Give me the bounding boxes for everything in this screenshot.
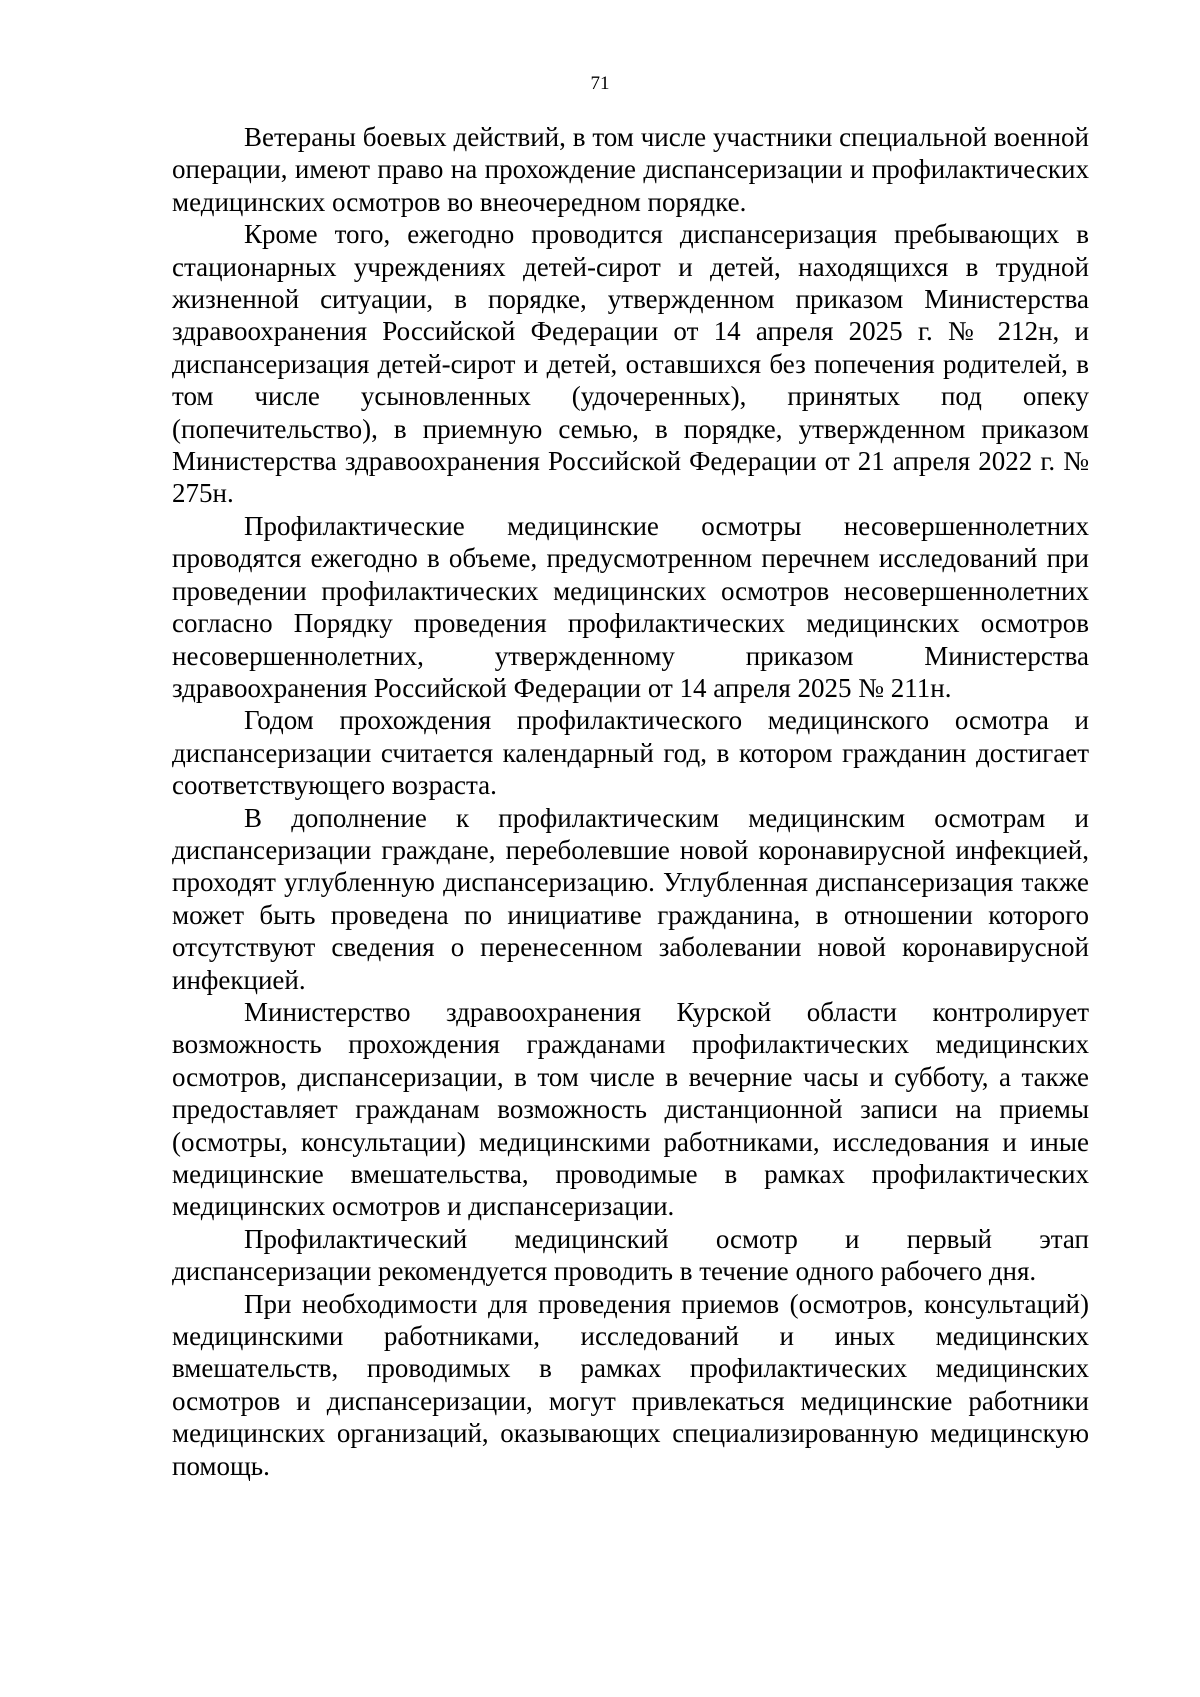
paragraph-orphans-dispensarization: Кроме того, ежегодно проводится диспансеризация пребывающих в стационарных учреждениях детей-сирот и детей, находящихся в трудной жизненной ситуации, в порядке, утвержденном приказом Министерства здравоохранения Российской Федерации от 14 апреля 2025 г. № 212н, и диспансеризация детей-сирот и детей, оставшихся без попечения родителей, в том числе усыновленных (удочеренных), принятых под опеку (попечительство), в приемную семью, в порядке, утвержденном приказом Министерства здравоохранения Российской Федерации от 21 апреля 2022 г. № 275н. [172, 219, 1089, 509]
paragraph-one-day: Профилактический медицинский осмотр и первый этап диспансеризации рекомендуется проводить в течение одного рабочего дня. [172, 1223, 1089, 1287]
page-number: 71 [590, 73, 610, 94]
paragraph-covid-dispensarization: В дополнение к профилактическим медицинским осмотрам и диспансеризации граждане, переболевшие новой коронавирусной инфекцией, проходят углубленную диспансеризацию. Углубленная диспансеризация также может быть проведена по инициативе гражданина, в отношении которого отсутствуют сведения о перенесенном заболевании новой коронавирусной инфекцией. [172, 802, 1089, 995]
paragraph-examination-year: Годом прохождения профилактического медицинского осмотра и диспансеризации считается календарный год, в котором гражданин достигает соответствующего возраста. [172, 705, 1089, 801]
paragraph-minors-examinations: Профилактические медицинские осмотры несовершеннолетних проводятся ежегодно в объеме, предусмотренном перечнем исследований при проведении профилактических медицинских осмотров несовершеннолетних согласно Порядку проведения профилактических медицинских осмотров несовершеннолетних, утвержденному приказом Министерства здравоохранения Российской Федерации от 14 апреля 2025 № 211н. [172, 510, 1089, 703]
document-body [172, 121, 1089, 1482]
paragraph-veterans: Ветераны боевых действий, в том числе участники специальной военной операции, имеют право на прохождение диспансеризации и профилактических медицинских осмотров во внеочередном порядке. [172, 122, 1089, 217]
paragraph-specialists: При необходимости для проведения приемов (осмотров, консультаций) медицинскими работниками, исследований и иных медицинских вмешательств, проводимых в рамках профилактических медицинских осмотров и диспансеризации, могут привлекаться медицинские работники медицинских организаций, оказывающих специализированную медицинскую помощь. [172, 1288, 1089, 1481]
paragraph-ministry-control: Министерство здравоохранения Курской области контролирует возможность прохождения гражданами профилактических медицинских осмотров, диспансеризации, в том числе в вечерние часы и субботу, а также предоставляет гражданам возможность дистанционной записи на приемы (осмотры, консультации) медицинскими работниками, исследования и иные медицинские вмешательства, проводимые в рамках профилактических медицинских осмотров и диспансеризации. [172, 996, 1089, 1222]
